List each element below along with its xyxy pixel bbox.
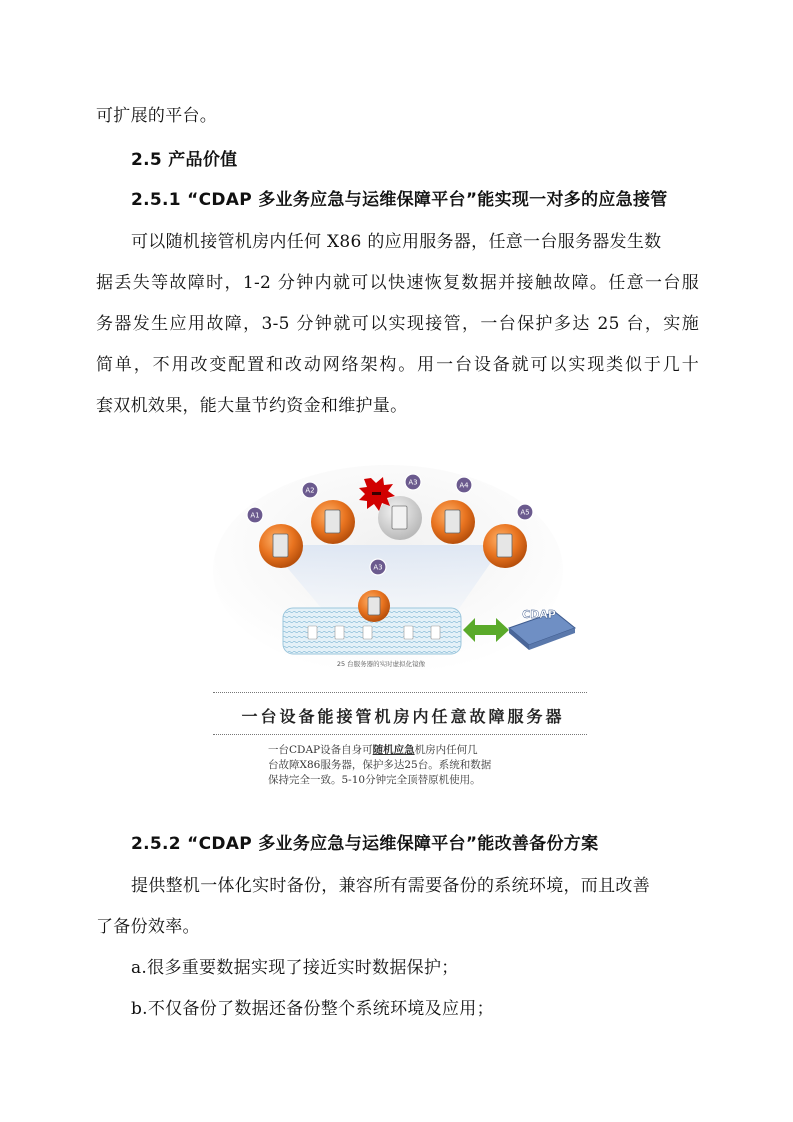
- node-label-a5: A5: [520, 508, 530, 517]
- caption-text: 一台CDAP设备自身可: [268, 744, 373, 756]
- paragraph-line: 了备份效率。: [96, 917, 200, 937]
- section-heading-2-5-2: 2.5.2 “CDAP 多业务应急与运维保障平台”能改善备份方案: [131, 834, 599, 854]
- paragraph-line: 可扩展的平台。: [96, 106, 218, 126]
- node-label-center: A3: [373, 563, 383, 572]
- node-label-a3: A3: [408, 478, 418, 487]
- list-item-a: a.很多重要数据实现了接近实时数据保护；: [131, 958, 459, 978]
- paragraph-line: 据丢失等故障时，1-2 分钟内就可以快速恢复数据并接触故障。任意一台服: [96, 273, 699, 293]
- figure-title: 一台设备能接管机房内任意故障服务器: [241, 707, 565, 726]
- list-item-b: b.不仅备份了数据还备份整个系统环境及应用；: [131, 999, 494, 1019]
- paragraph-line: 套双机效果，能大量节约资金和维护量。: [96, 396, 408, 416]
- node-label-a1: A1: [250, 511, 260, 520]
- paragraph-line: 务器发生应用故障，3-5 分钟就可以实现接管，一台保护多达 25 台，实施: [96, 314, 699, 334]
- section-heading-2-5: 2.5 产品价值: [131, 150, 238, 170]
- divider: [213, 734, 587, 735]
- caption-line-3: 保持完全一致。5-10分钟完全顶替原机使用。: [268, 774, 481, 786]
- caption-emphasis: 随机应急: [372, 744, 415, 756]
- node-label-a2: A2: [305, 486, 315, 495]
- caption-line-1: [268, 743, 558, 758]
- paragraph-line: 可以随机接管机房内任何 X86 的应用服务器，任意一台服务器发生数: [131, 232, 662, 252]
- takeover-diagram: [213, 460, 593, 800]
- diagram-graphic: [213, 460, 593, 670]
- caption-text: 机房内任何几: [414, 744, 478, 756]
- paragraph-line: 简单，不用改变配置和改动网络架构。用一台设备就可以实现类似于几十: [96, 355, 699, 375]
- virtual-image-label: 25 台服务器的实时虚拟化镜像: [336, 660, 426, 668]
- divider: [213, 692, 587, 693]
- figure-caption: [268, 743, 558, 788]
- node-label-a4: A4: [459, 481, 469, 490]
- paragraph-line: 提供整机一体化实时备份，兼容所有需要备份的系统环境，而且改善: [131, 876, 650, 896]
- section-heading-2-5-1: 2.5.1 “CDAP 多业务应急与运维保障平台”能实现一对多的应急接管: [131, 190, 668, 210]
- cdap-label: CDAP: [522, 608, 556, 621]
- caption-line-2: 台故障X86服务器，保护多达25台。系统和数据: [268, 759, 492, 771]
